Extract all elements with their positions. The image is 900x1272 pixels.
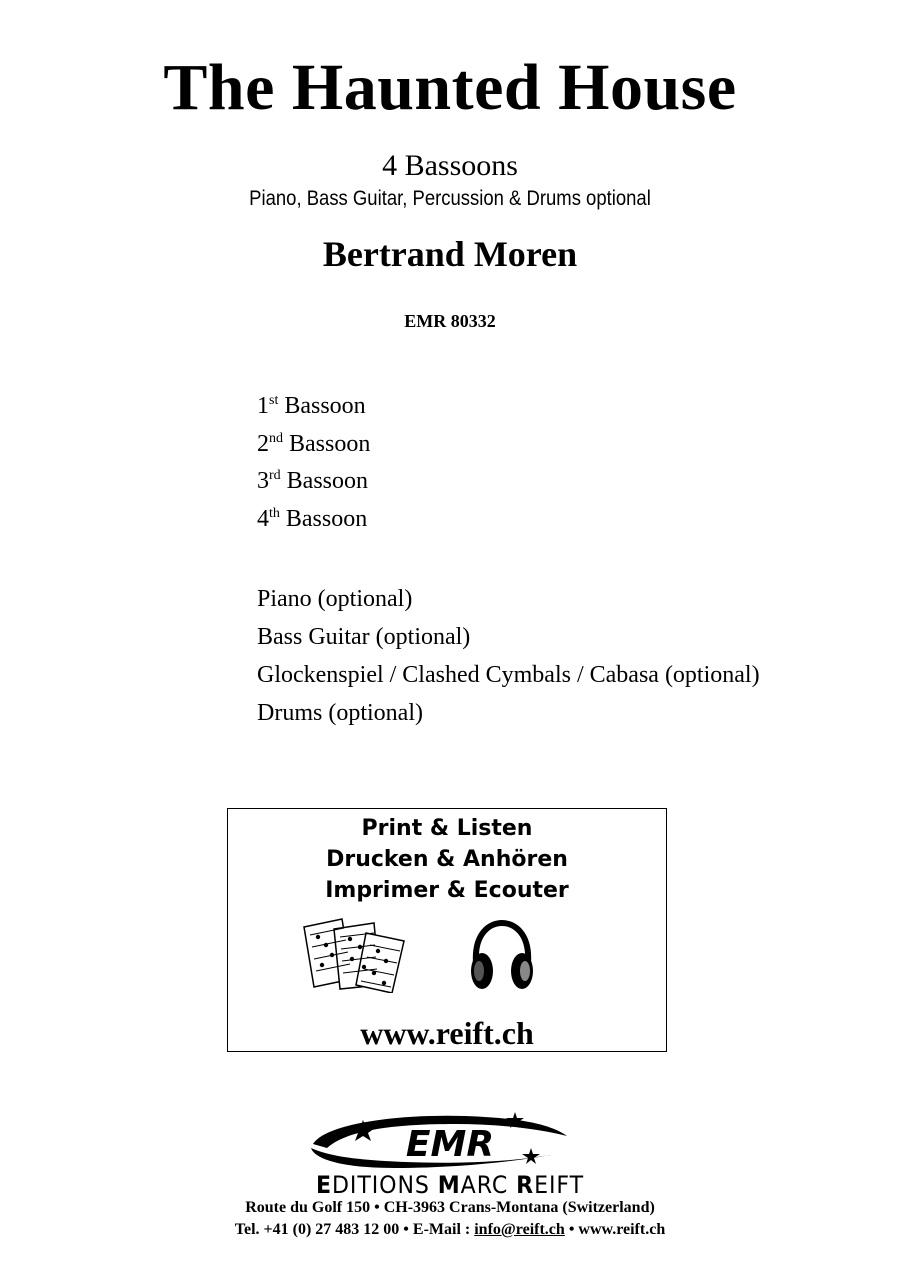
part-item	[257, 501, 370, 539]
part-item	[257, 463, 370, 501]
publisher-initial: E	[315, 1171, 332, 1199]
publisher-address: Route du Golf 150 • CH-3963 Crans-Montana (Switzerland)	[245, 1199, 655, 1216]
logo-text: EMR	[405, 1124, 495, 1165]
optional-part-item	[257, 656, 760, 694]
sheet-music-icon	[300, 917, 412, 993]
publisher-name	[36, 1170, 864, 1200]
part-ordinal: rd	[269, 468, 281, 483]
contact-website: • www.reift.ch	[564, 1221, 666, 1238]
email-link[interactable]: info@reift.ch	[474, 1221, 565, 1238]
part-ordinal: th	[269, 505, 280, 521]
catalog-number: EMR 80332	[404, 311, 496, 331]
promo-line-french: Imprimer & Ecouter	[325, 878, 569, 903]
promo-line-english: Print & Listen	[361, 816, 533, 841]
optional-part-name: Drums	[257, 700, 323, 726]
composer-name: Bertrand Moren	[322, 234, 578, 274]
part-number: 2	[257, 430, 269, 457]
emr-logo	[305, 1108, 595, 1178]
publisher-word: DITIONS	[331, 1171, 438, 1199]
optional-part-name: Bass Guitar	[257, 624, 370, 650]
part-item	[257, 426, 370, 464]
optional-part-item	[257, 580, 760, 618]
print-listen-box	[227, 808, 667, 1052]
subtitle: 4 Bassoons	[382, 149, 518, 182]
optional-part-name: Piano	[257, 586, 312, 612]
optional-note: (optional)	[317, 586, 413, 612]
publisher-word: EIFT	[534, 1171, 585, 1199]
promo-url[interactable]: www.reift.ch	[360, 1015, 534, 1051]
optional-part-item	[257, 618, 760, 656]
part-name: Bassoon	[289, 430, 371, 457]
publisher-contact	[0, 1220, 900, 1240]
contact-phone: Tel. +41 (0) 27 483 12 00 • E-Mail :	[234, 1221, 475, 1238]
part-item	[257, 388, 370, 426]
publisher-initial: R	[516, 1171, 535, 1199]
publisher-word: ARC	[460, 1171, 517, 1199]
optional-note: (optional)	[375, 624, 471, 650]
optional-part-item	[257, 694, 760, 732]
publisher-initial: M	[437, 1171, 461, 1199]
parts-list	[257, 388, 370, 538]
part-name: Bassoon	[285, 505, 368, 532]
part-ordinal: nd	[269, 430, 283, 446]
part-name: Bassoon	[286, 468, 369, 494]
part-number: 1	[257, 393, 269, 419]
part-number: 3	[257, 468, 269, 494]
page-title: The Haunted House	[163, 51, 737, 124]
optional-part-name: Glockenspiel / Clashed Cymbals / Cabasa	[257, 662, 659, 688]
instrumentation-note: Piano, Bass Guitar, Percussion & Drums optional	[249, 187, 651, 210]
optional-parts-list	[257, 580, 760, 732]
part-name: Bassoon	[284, 393, 366, 419]
promo-line-german: Drucken & Anhören	[326, 847, 568, 872]
optional-note: (optional)	[328, 700, 423, 726]
optional-note: (optional)	[664, 662, 760, 688]
part-ordinal: st	[269, 393, 279, 408]
headphones-icon	[468, 919, 536, 995]
part-number: 4	[257, 505, 269, 532]
